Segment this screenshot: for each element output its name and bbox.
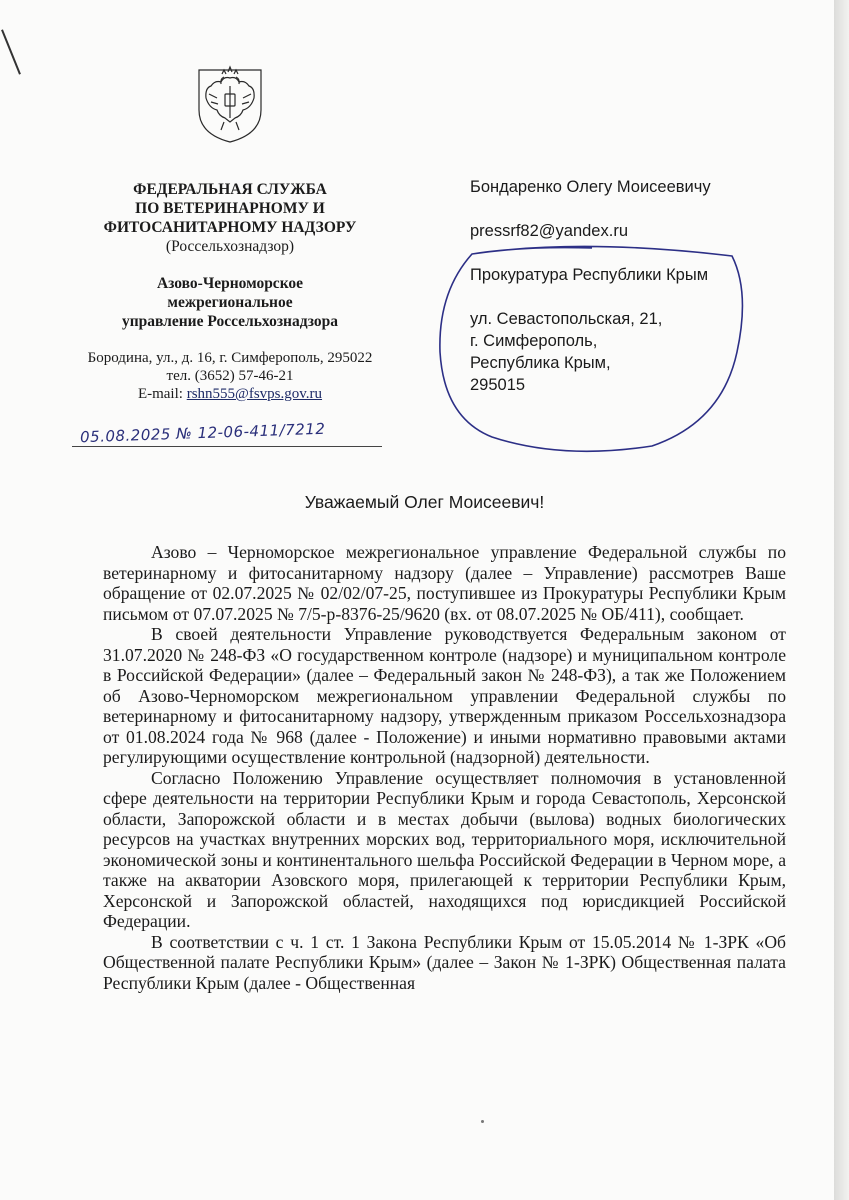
sender-address: Бородина, ул., д. 16, г. Симферополь, 295022 <box>87 350 373 366</box>
salutation: Уважаемый Олег Моисеевич! <box>304 492 545 512</box>
agency-name-line3: ФИТОСАНИТАРНОМУ НАДЗОРУ <box>103 219 357 236</box>
handwritten-outgoing-number: 05.08.2025 № 12-06-411/7212 <box>79 419 326 447</box>
recipient-street: ул. Севастопольская, 21, <box>470 310 663 328</box>
recipient-name: Бондаренко Олегу Моисеевичу <box>470 178 711 196</box>
sender-email-link[interactable]: rshn555@fsvps.gov.ru <box>186 386 323 402</box>
coat-of-arms-emblem <box>191 64 269 146</box>
recipient-city: г. Симферополь, <box>470 332 598 350</box>
body-paragraph: В своей деятельности Управление руководствуется Федеральным законом от 31.07.2020 № 248-ФЗ «О государственном контроле (надзоре) и муниципальном контроле в Российской Федерации» (далее – Федеральный закон № 248-ФЗ), а так же Положением об Азово-Черноморском межрегиональном управлении Федеральной службы по ветеринарному и фитосанитарному надзору, утвержденным приказом Россельхознадзора от 01.08.2024 года № 968 (далее - Положение) и иными нормативно правовыми актами регулирующими осуществление контрольной (надзорной) деятельности. <box>103 624 786 767</box>
body-paragraph: В соответствии с ч. 1 ст. 1 Закона Республики Крым от 15.05.2014 № 1-ЗРК «Об Общественной палате Республики Крым» (далее – Закон № 1-ЗРК) Общественная палата Республики Крым (далее - Общественная <box>103 931 786 993</box>
sender-email-line <box>60 385 400 403</box>
page-edge-shadow <box>834 0 849 1200</box>
recipient-email: pressrf82@yandex.ru <box>470 222 628 240</box>
recipient-organization: Прокуратура Республики Крым <box>470 266 709 284</box>
recipient-block <box>470 176 770 396</box>
department-name-line1: Азово-Черноморское <box>156 275 304 292</box>
agency-name-line1: ФЕДЕРАЛЬНАЯ СЛУЖБА <box>133 181 327 198</box>
pen-stroke-mark <box>1 29 21 74</box>
recipient-postcode: 295015 <box>470 376 526 394</box>
recipient-region: Республика Крым, <box>470 354 611 372</box>
agency-name-line2: ПО ВЕТЕРИНАРНОМУ И <box>135 200 325 217</box>
email-label: E-mail: <box>137 386 187 402</box>
department-name-line3: управление Россельхознадзора <box>121 313 339 330</box>
letter-body <box>103 542 786 993</box>
outgoing-number-underline <box>72 446 382 447</box>
department-name-line2: межрегиональное <box>167 294 293 311</box>
sender-phone: тел. (3652) 57-46-21 <box>166 368 294 384</box>
body-paragraph: Согласно Положению Управление осуществляет полномочия в установленной сфере деятельности на территории Республики Крым и города Севастополь, Херсонской области, Запорожской области и в местах добычи (вылова) водных биологических ресурсов на участках внутренних морских вод, территориального моря, исключительной экономической зоны и континентального шельфа Российской Федерации в Черном море, а также на акватории Азовского моря, прилегающей к территории Республики Крым, Херсонской и Запорожской областей, находящихся под юрисдикцией Российской Федерации. <box>103 767 786 931</box>
sender-header <box>60 180 400 403</box>
body-paragraph: Азово – Черноморское межрегиональное управление Федеральной службы по ветеринарному и фитосанитарному надзору (далее – Управление) рассмотрев Ваше обращение от 02.07.2025 № 02/02/07-25, поступившее из Прокуратуры Республики Крым письмом от 07.07.2025 № 7/5-р-8376-25/9620 (вх. от 08.07.2025 № ОБ/411), сообщает. <box>103 542 786 624</box>
paper-speck <box>481 1120 484 1123</box>
agency-short-name: (Россельхознадзор) <box>165 238 295 255</box>
